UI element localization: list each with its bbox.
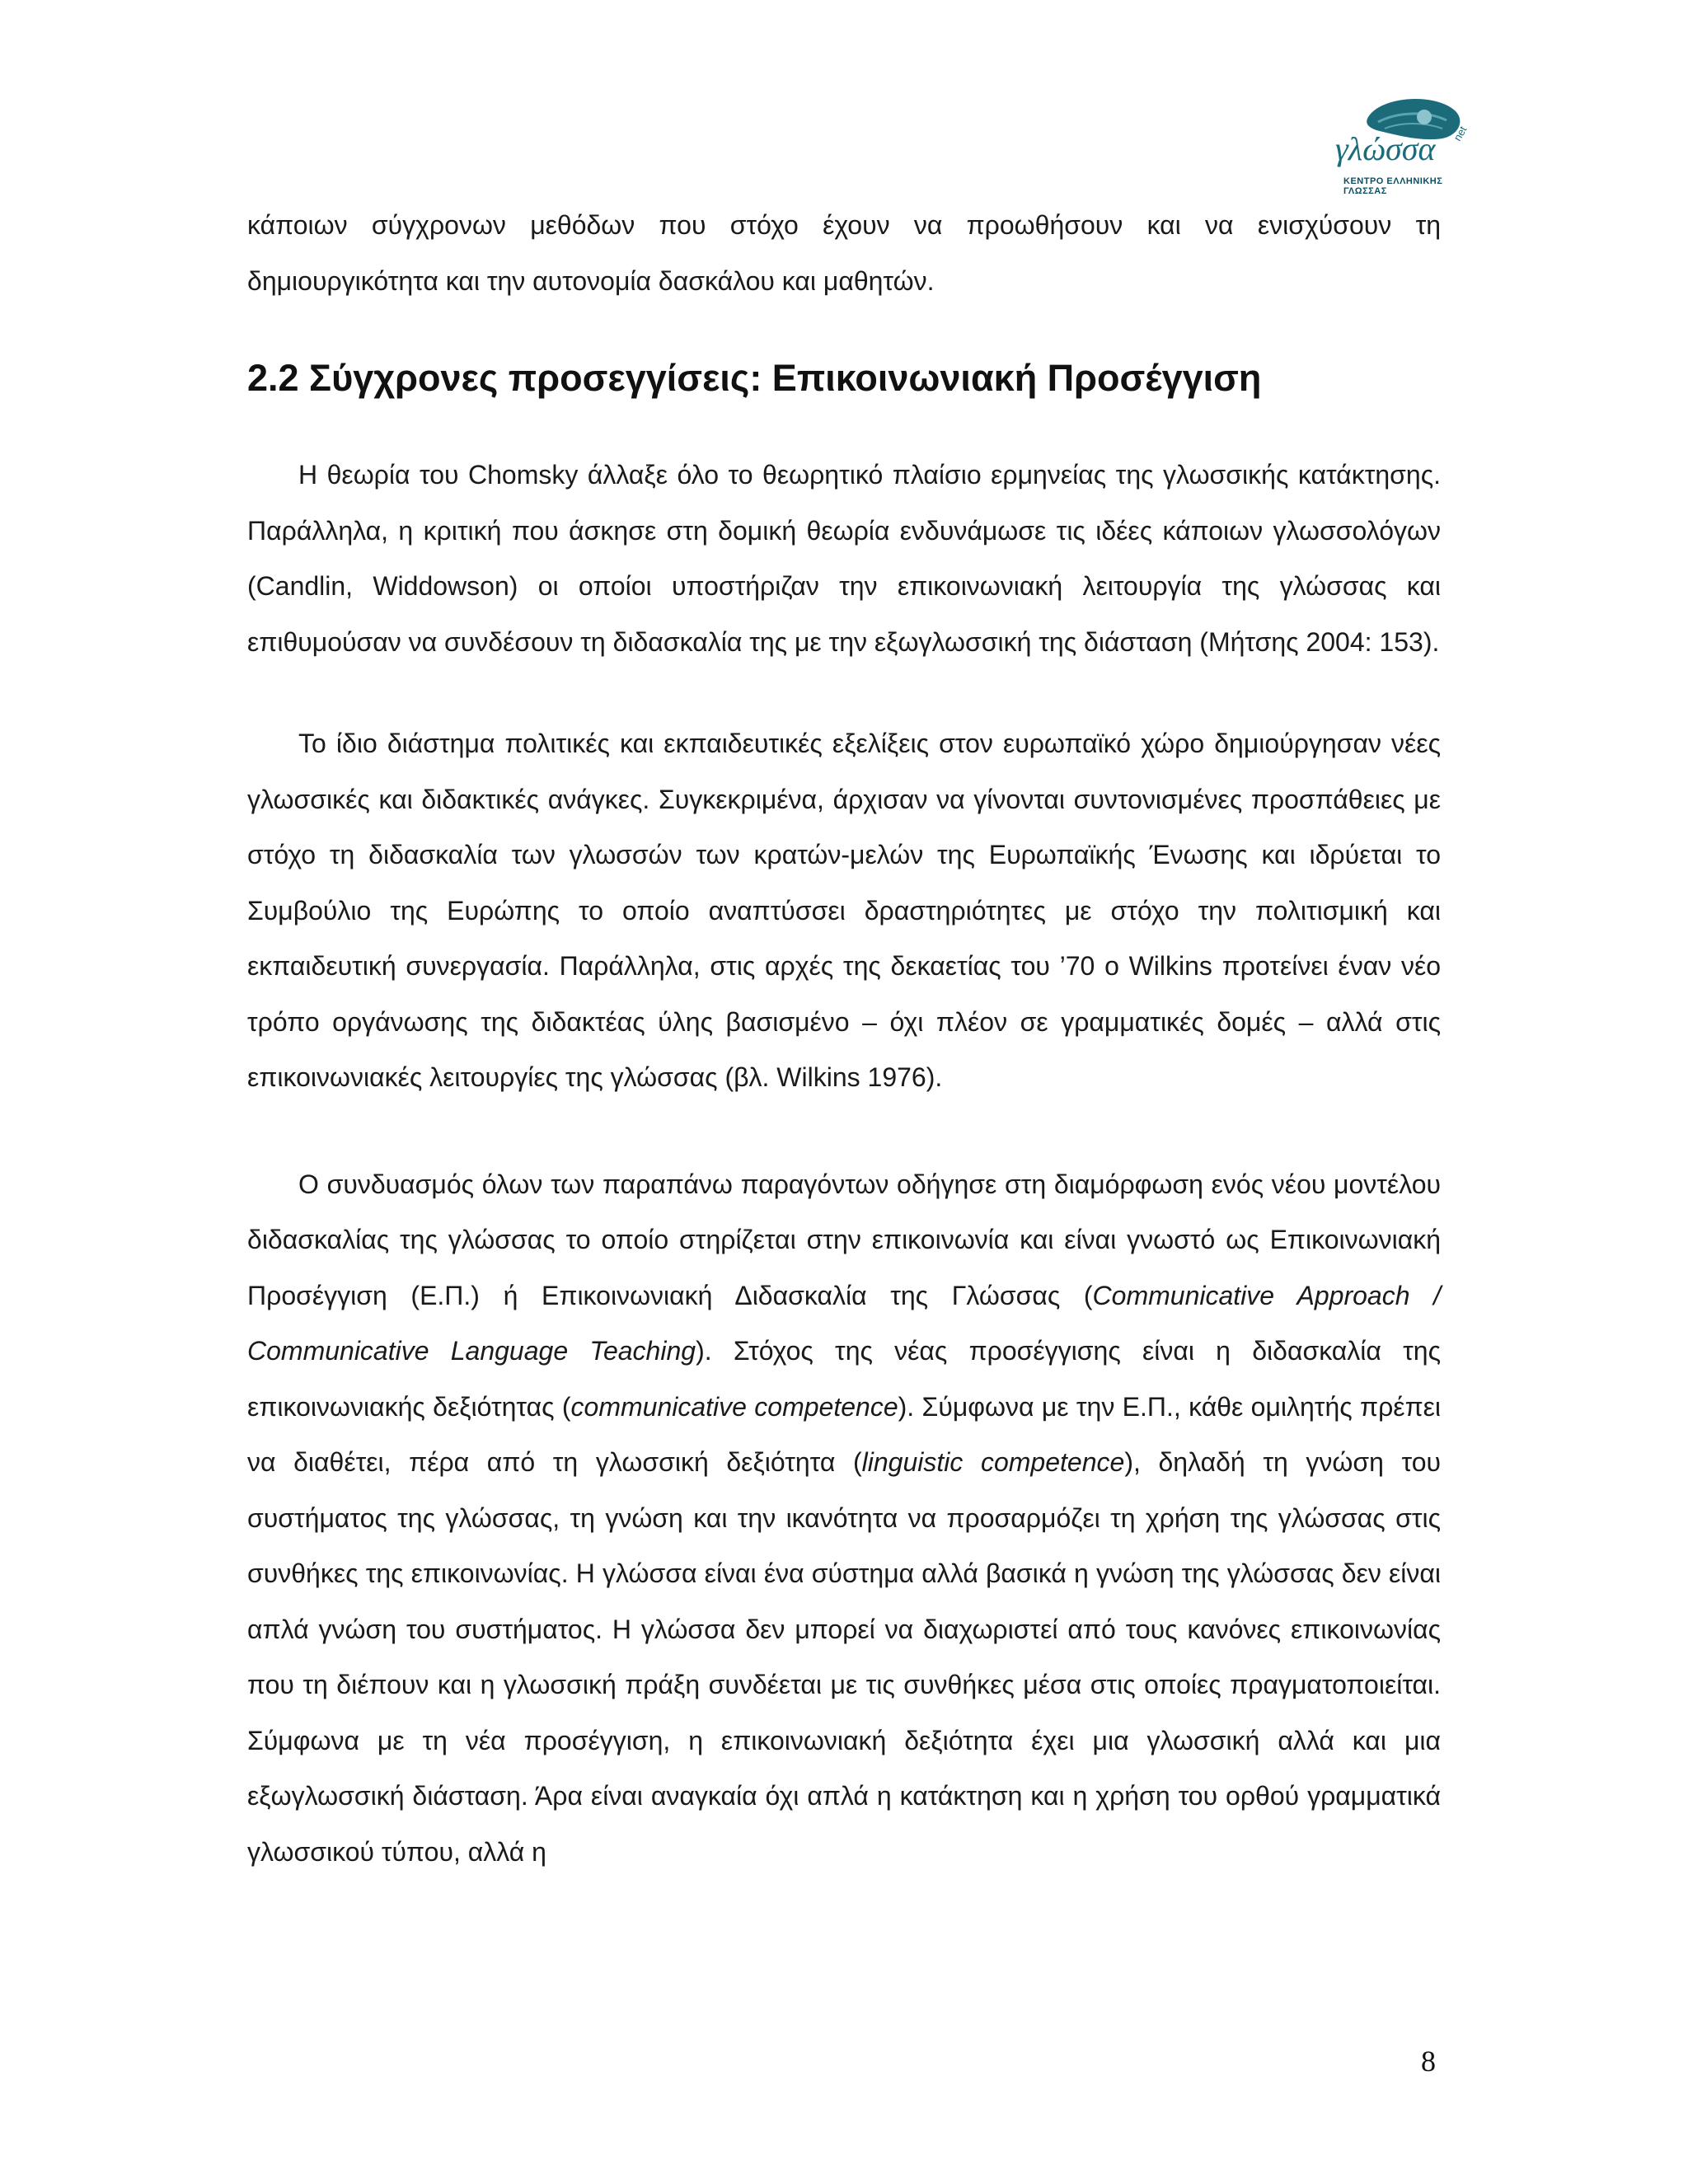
svg-text:γλώσσα: γλώσσα [1335,130,1436,167]
paragraph-1: Η θεωρία του Chomsky άλλαξε όλο το θεωρητικό πλαίσιο ερμηνείας της γλωσσικής κατάκτησης. Παράλληλα, η κριτική που άσκησε στη δομική θεωρία ενδυνάμωσε τις ιδέες κάποιων γλωσσολόγων (Candlin, Widdowson) οι οποίοι υποστήριζαν την επικοινωνιακή λειτουργία της γλώσσας και επιθυμούσαν να συνδέσουν τη διδασκαλία της με την εξωγλωσσική της διάσταση (Μήτσης 2004: 153). [247,460,1441,657]
paragraph-3-term: linguistic competence [861,1447,1125,1477]
logo-subtitle: ΚΕΝΤΡΟ ΕΛΛΗΝΙΚΗΣ ΓΛΩΣΣΑΣ [1343,176,1443,196]
paragraph-3-text: ). Σύμφωνα με την Ε.Π., κάθε ομιλητής πρέπει να διαθέτει, πέρα από τη γλωσσική δεξιότητα ( [247,1391,1442,1477]
page-content [247,198,1441,1880]
page-number: 8 [1421,2045,1436,2078]
paragraph-2: Το ίδιο διάστημα πολιτικές και εκπαιδευτικές εξελίξεις στον ευρωπαϊκό χώρο δημιούργησαν νέες γλωσσικές και διδακτικές ανάγκες. Συγκεκριμένα, άρχισαν να γίνονται συντονισμένες προσπάθειες με στόχο τη διδασκαλία των γλωσσών των κρατών-μελών της Ευρωπαϊκής Ένωσης και ιδρύεται το Συμβούλιο της Ευρώπης το οποίο αναπτύσσει δραστηριότητες με στόχο την πολιτισμική και εκπαιδευτική συνεργασία. Παράλληλα, στις αρχές της δεκαετίας του ’70 ο Wilkins προτείνει έναν νέο τρόπο οργάνωσης της διδακτέας ύλης βασισμένο – όχι πλέον σε γραμματικές δομές – αλλά στις επικοινωνιακές λειτουργίες της γλώσσας (βλ. Wilkins 1976). [247,729,1441,1092]
paragraph-3-text: ), δηλαδή τη γνώση του συστήματος της γλώσσας, τη γνώση και την ικανότητα να προσαρμόζει τη χρήση της γλώσσας στις συνθήκες της επικοινωνίας. Η γλώσσα είναι ένα σύστημα αλλά βασικά η γνώση της γλώσσας δεν είναι απλά γνώση του συστήματος. Η γλώσσα δεν μπορεί να διαχωριστεί από τους κανόνες επικοινωνίας που τη διέπουν και η γλωσσική πράξη συνδέεται με τις συνθήκες μέσα στις οποίες πραγματοποιείται. Σύμφωνα με τη νέα προσέγγιση, η επικοινωνιακή δεξιότητα έχει μια γλωσσική αλλά και μια εξωγλωσσική διάσταση. Άρα είναι αναγκαία όχι απλά η κατάκτηση και η χρήση του ορθού γραμματικά γλωσσικού τύπου, αλλά η [247,1447,1442,1867]
intro-paragraph: κάποιων σύγχρονων μεθόδων που στόχο έχουν να προωθήσουν και να ενισχύσουν τη δημιουργικότητα και την αυτονομία δασκάλου και μαθητών. [247,210,1441,296]
paragraph-3-term: Communicative Approach / Communicative Language Teaching [247,1280,1442,1366]
paragraph-3-text: ). Στόχος της νέας προσέγγισης είναι η διδασκαλία της επικοινωνιακής δεξιότητας ( [247,1336,1442,1422]
paragraph-3 [247,1157,1441,1881]
logo [1319,92,1484,196]
logo-shell-icon [1319,92,1484,175]
paragraph-3-text: Ο συνδυασμός όλων των παραπάνω παραγόντων οδήγησε στη διαμόρφωση ενός νέου μοντέλου διδασκαλίας της γλώσσας το οποίο στηρίζεται στην επικοινωνία και είναι γνωστό ως Επικοινωνιακή Προσέγγιση (Ε.Π.) ή Επικοινωνιακή Διδασκαλία της Γλώσσας ( [247,1169,1441,1310]
section-heading: 2.2 Σύγχρονες προσεγγίσεις: Επικοινωνιακή Προσέγγιση [247,357,1262,399]
paragraph-3-term: communicative competence [570,1391,898,1422]
svg-text:net: net [1451,124,1470,143]
